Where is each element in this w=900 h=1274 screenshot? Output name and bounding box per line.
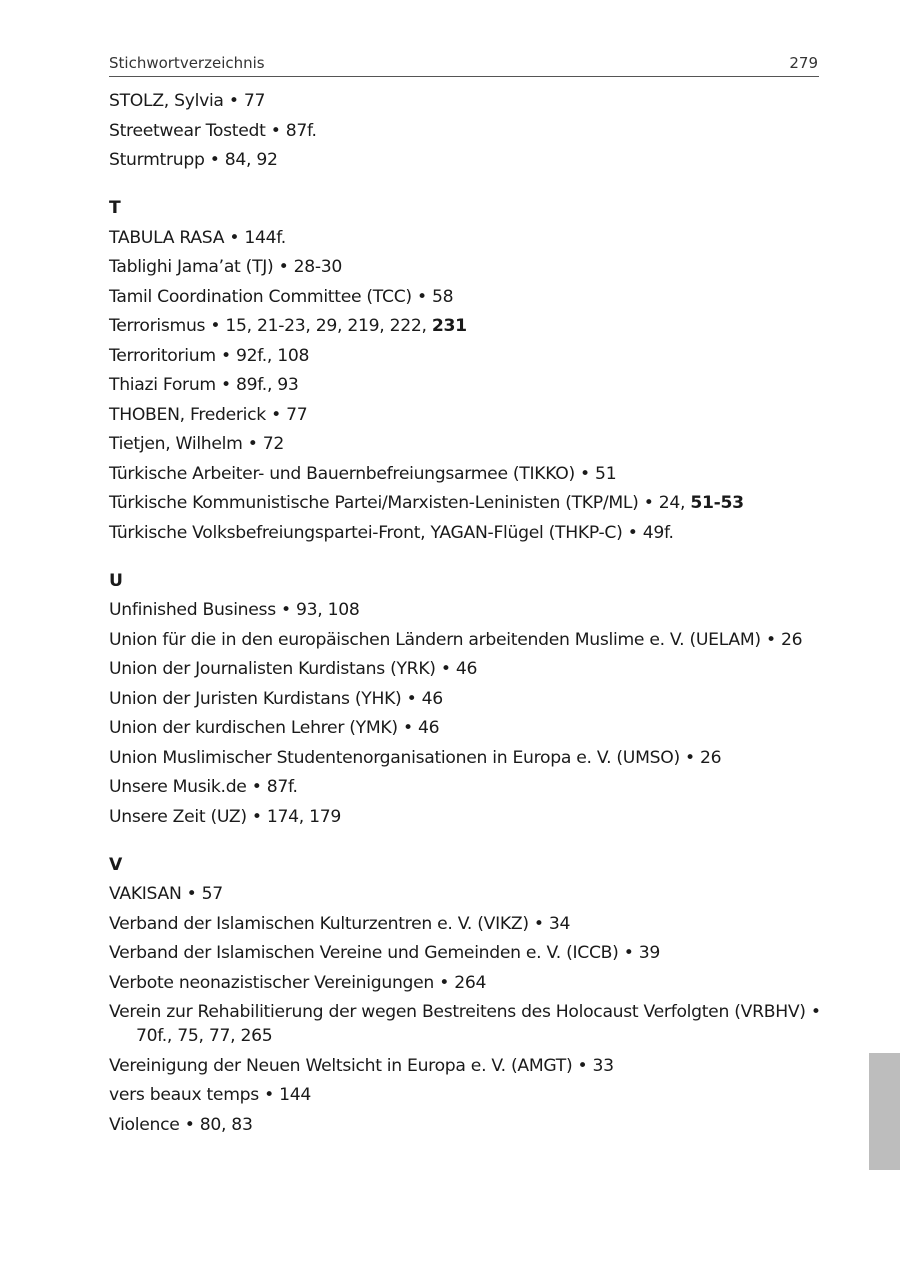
index-entry (109, 941, 824, 965)
index-entry (109, 314, 824, 338)
entry-pages: • 144f. (224, 227, 286, 248)
entry-pages: • 46 (401, 688, 443, 709)
index-entry (109, 403, 824, 427)
entry-pages: • 49f. (622, 522, 674, 543)
entry-pages: • 26 (679, 747, 722, 768)
entry-name: Verband der Islamischen Vereine und Gemeinden e. V. (ICCB) (109, 943, 619, 963)
index-entry (109, 432, 824, 456)
entry-name: Tietjen, Wilhelm (109, 434, 243, 454)
entry-pages: • 15, 21-23, 29, 219, 222, (205, 316, 432, 336)
index-entry (109, 971, 824, 995)
index-entry (109, 491, 824, 515)
index-entry (109, 148, 824, 172)
index-entry (109, 1054, 824, 1078)
entry-name: Unfinished Business (109, 600, 276, 620)
index-entry (109, 89, 824, 113)
entry-pages: • 46 (435, 659, 478, 679)
entry-pages: • 57 (181, 884, 223, 904)
entry-pages: • 24, (638, 493, 691, 513)
index-entry (109, 716, 824, 740)
entry-name: Vereinigung der Neuen Weltsicht in Europa e. V. (AMGT) (109, 1055, 573, 1076)
entry-name: STOLZ, Sylvia (109, 91, 224, 111)
index-entry (109, 805, 824, 829)
entry-name: Türkische Arbeiter- und Bauernbefreiungsarmee (TIKKO) (109, 463, 575, 484)
entry-pages: • 28-30 (273, 257, 343, 277)
entry-name: Union Muslimischer Studentenorganisationen in Europa e. V. (UMSO) (109, 747, 680, 768)
entry-pages: • 87f. (265, 120, 317, 141)
entry-pages: • 34 (528, 913, 571, 934)
entry-pages: • 26 (760, 629, 803, 650)
entry-pages: • 87f. (246, 777, 298, 797)
index-entry (109, 521, 824, 545)
entry-pages: • 84, 92 (204, 150, 278, 170)
index-entry (109, 285, 824, 309)
index-section (109, 569, 824, 829)
entry-name: Unsere Musik.de (109, 777, 247, 797)
index-entry (109, 598, 824, 622)
entry-pages: • 80, 83 (179, 1114, 253, 1135)
running-header (109, 54, 819, 77)
entry-name: Terrorismus (109, 316, 206, 336)
header-title: Stichwortverzeichnis (109, 54, 265, 72)
index-entry (109, 1000, 824, 1048)
index-section (109, 89, 824, 172)
entry-main-page: 231 (431, 316, 467, 336)
index-entry (109, 882, 824, 906)
entry-name: TABULA RASA (109, 227, 225, 248)
index-section (109, 853, 824, 1137)
entry-pages: • 144 (258, 1085, 311, 1105)
entry-pages: • 264 (434, 972, 487, 993)
entry-pages: • 46 (397, 718, 440, 738)
index-entry (109, 687, 824, 711)
index-entry (109, 775, 824, 799)
entry-name: Verbote neonazistischer Vereinigungen (109, 972, 435, 993)
entry-name: Türkische Volksbefreiungspartei-Front, YAGAN-Flügel (THKP-C) (109, 522, 623, 543)
index-entry (109, 344, 824, 368)
entry-name: Tamil Coordination Committee (TCC) (109, 286, 412, 307)
entry-name: Tablighi Jama’at (TJ) (109, 257, 274, 277)
entry-pages: • 89f., 93 (215, 375, 299, 395)
entry-name: Terroritorium (109, 345, 216, 366)
entry-name: Verband der Islamischen Kulturzentren e. V. (VIKZ) (109, 913, 529, 934)
entry-name: Thiazi Forum (109, 375, 216, 395)
entry-name: Union der Juristen Kurdistans (YHK) (109, 688, 402, 709)
section-letter-heading: T (109, 198, 121, 218)
entry-pages: • 33 (572, 1055, 614, 1076)
entry-pages: • 70f., 75, 77, 265 (136, 1002, 821, 1046)
section-letter-heading: U (109, 570, 123, 591)
index-entry (109, 912, 824, 936)
entry-pages: • 174, 179 (246, 806, 342, 827)
index-entry (109, 462, 824, 486)
index-entry (109, 657, 824, 681)
index-entry (109, 226, 824, 250)
entry-name: Streetwear Tostedt (109, 120, 266, 141)
page-number: 279 (789, 54, 818, 72)
index-entry (109, 746, 824, 770)
index-section (109, 196, 824, 545)
thumb-index-tab (869, 1053, 900, 1170)
index-entry (109, 1113, 824, 1137)
entry-name: Türkische Kommunistische Partei/Marxisten-Leninisten (TKP/ML) (109, 493, 639, 513)
index-entry (109, 255, 824, 279)
entry-name: Sturmtrupp (109, 150, 205, 170)
entry-pages: • 39 (618, 943, 660, 963)
index-list (109, 89, 824, 1142)
entry-name: Union für die in den europäischen Ländern arbeitenden Muslime e. V. (UELAM) (109, 629, 761, 650)
entry-pages: • 93, 108 (275, 600, 360, 620)
section-letter-heading: V (109, 854, 123, 875)
entry-name: vers beaux temps (109, 1085, 259, 1105)
index-entry (109, 373, 824, 397)
entry-name: THOBEN, Frederick (109, 404, 266, 425)
entry-name: Unsere Zeit (UZ) (109, 806, 247, 827)
entry-name: Union der kurdischen Lehrer (YMK) (109, 718, 398, 738)
entry-pages: • 77 (265, 404, 308, 425)
entry-name: VAKISAN (109, 884, 182, 904)
entry-pages: • 51 (574, 463, 617, 484)
entry-pages: • 72 (242, 434, 285, 454)
entry-name: Union der Journalisten Kurdistans (YRK) (109, 659, 436, 679)
index-entry (109, 119, 824, 143)
entry-pages: • 58 (411, 286, 454, 307)
entry-name: Violence (109, 1114, 180, 1135)
index-entry (109, 628, 824, 652)
index-entry (109, 1083, 824, 1107)
entry-pages: • 77 (223, 91, 266, 111)
entry-name: Verein zur Rehabilitierung der wegen Bestreitens des Holocaust Verfolgten (VRBHV) (109, 1002, 806, 1022)
entry-main-page: 51-53 (690, 493, 744, 513)
entry-pages: • 92f., 108 (215, 345, 310, 366)
